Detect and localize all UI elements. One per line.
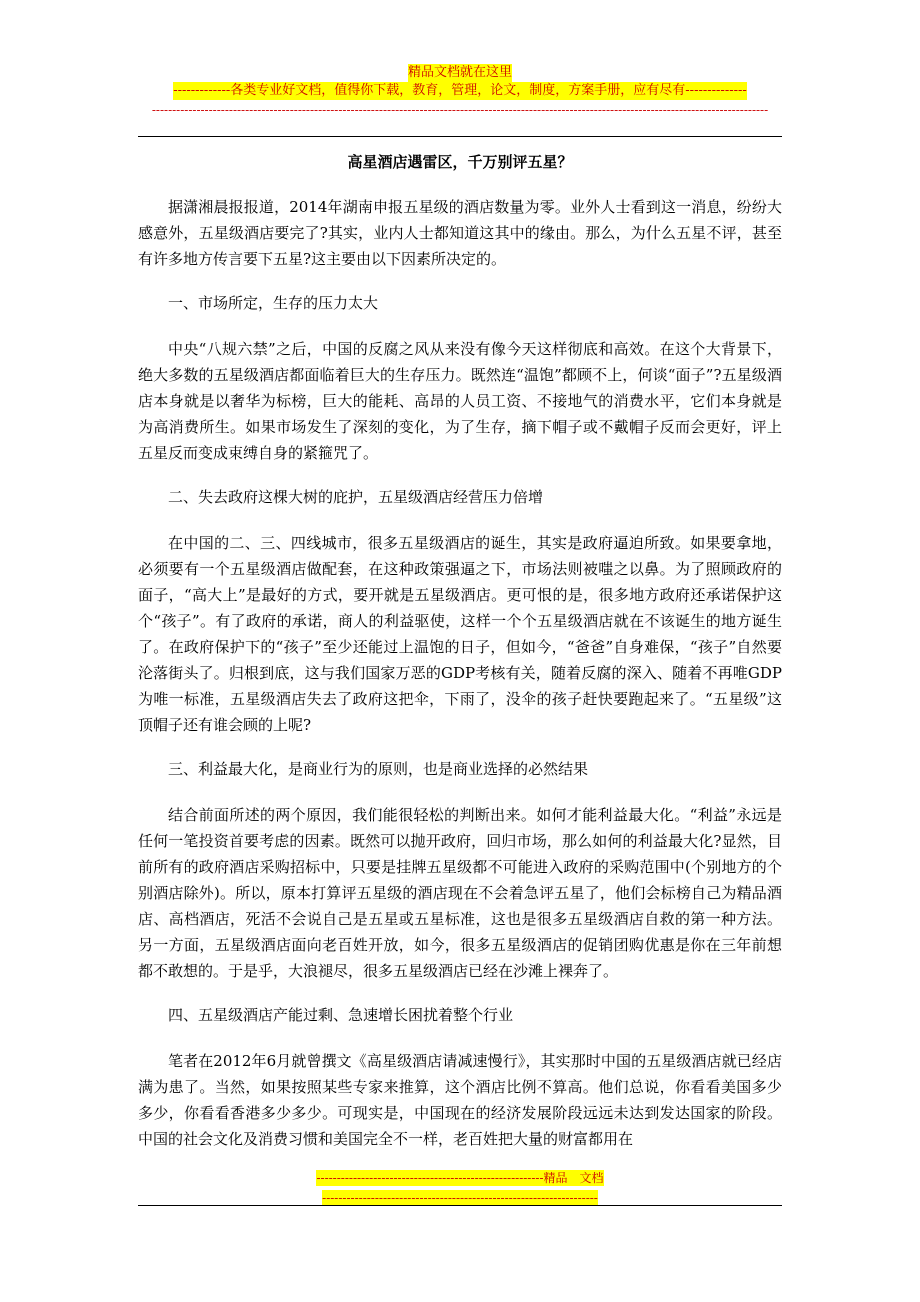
footer-line-2: --------------------------------------------------------------------: [322, 1191, 598, 1205]
header-dashes: --------------------------------------------------------------------------------------------------------------------------------------------------------: [151, 103, 769, 117]
footer-line-1: --------------------------------------------------------精品 文档: [316, 1171, 604, 1185]
document-title: 高星酒店遇雷区，千万别评五星？: [347, 153, 573, 171]
section-1-body: 中央“八规六禁”之后，中国的反腐之风从来没有像今天这样彻底和高效。在这个大背景下，绝大多数的五星级酒店都面临着巨大的生存压力。既然连“温饱”都顾不上，何谈“面子”?五星级酒店本身就是以奢华为标榜，巨大的能耗、高昂的人员工资、不接地气的消费水平，它们本身就是为高消费所生。如果市场发生了深刻的变化，为了生存，摘下帽子或不戴帽子反而会更好，评上五星反而变成束缚自身的紧箍咒了。: [138, 340, 782, 462]
page-header: [138, 64, 782, 118]
section-2-body: 在中国的二、三、四线城市，很多五星级酒店的诞生，其实是政府逼迫所致。如果要拿地，必须要有一个五星级酒店做配套，在这种政策强逼之下，市场法则被嗤之以鼻。为了照顾政府的面子，“高大上”是最好的方式，要开就是五星级酒店。更可恨的是，很多地方政府还承诺保护这个“孩子”。有了政府的承诺，商人的利益驱使，这样一个个五星级酒店就在不该诞生的地方诞生了。在政府保护下的“孩子”至少还能过上温饱的日子，但如今，“爸爸”自身难保，“孩子”自然要沦落街头了。归根到底，这与我们国家万恶的GDP考核有关，随着反腐的深入、随着不再唯GDP为唯一标准，五星级酒店失去了政府这把伞，下雨了，没伞的孩子赶快要跑起来了。“五星级”这顶帽子还有谁会顾的上呢?: [138, 534, 782, 734]
section-4-heading: 四、五星级酒店产能过剩、急速增长困扰着整个行业: [168, 1006, 514, 1024]
section-3-body: 结合前面所述的两个原因，我们能很轻松的判断出来。如何才能利益最大化。“利益”永远是任何一笔投资首要考虑的因素。既然可以抛开政府，回归市场，那么如何的利益最大化?显然，目前所有的政府酒店采购招标中，只要是挂牌五星级都不可能进入政府的采购范围中(个别地方的个别酒店除外)。所以，原本打算评五星级的酒店现在不会着急评五星了，他们会标榜自己为精品酒店、高档酒店，死活不会说自己是五星或五星标准，这也是很多五星级酒店自救的第一种方法。另一方面，五星级酒店面向老百姓开放，如今，很多五星级酒店的促销团购优惠是你在三年前想都不敢想的。于是乎，大浪褪尽，很多五星级酒店已经在沙滩上裸奔了。: [138, 806, 782, 980]
header-title: 精品文档就在这里: [407, 65, 512, 80]
document-body: [138, 152, 782, 1170]
section-3-heading: 三、利益最大化，是商业行为的原则，也是商业选择的必然结果: [168, 760, 589, 778]
section-1-heading: 一、市场所定，生存的压力太大: [168, 294, 379, 312]
section-4-body: 笔者在2012年6月就曾撰文《高星级酒店请减速慢行》，其实那时中国的五星级酒店就已经店满为患了。当然，如果按照某些专家来推算，这个酒店比例不算高。他们总说，你看看美国多少多少，你看看香港多少多少。可现实是，中国现在的经济发展阶段远远未达到发达国家的阶段。中国的社会文化及消费习惯和美国完全不一样，老百姓把大量的财富都用在: [138, 1052, 782, 1148]
intro-paragraph: 据潇湘晨报报道，2014年湖南申报五星级的酒店数量为零。业外人士看到这一消息，纷纷大感意外，五星级酒店要完了?其实，业内人士都知道这其中的缘由。那么，为什么五星不评，甚至有许多地方传言要下五星?这主要由以下因素所决定的。: [138, 198, 782, 268]
footer-divider: [138, 1205, 782, 1206]
page-footer: [138, 1170, 782, 1210]
header-tagline: -------------各类专业好文档，值得你下载，教育，管理，论文，制度，方案手册，应有尽有--------------: [173, 83, 747, 98]
section-2-heading: 二、失去政府这棵大树的庇护，五星级酒店经营压力倍增: [168, 488, 544, 506]
header-divider: [138, 136, 782, 137]
